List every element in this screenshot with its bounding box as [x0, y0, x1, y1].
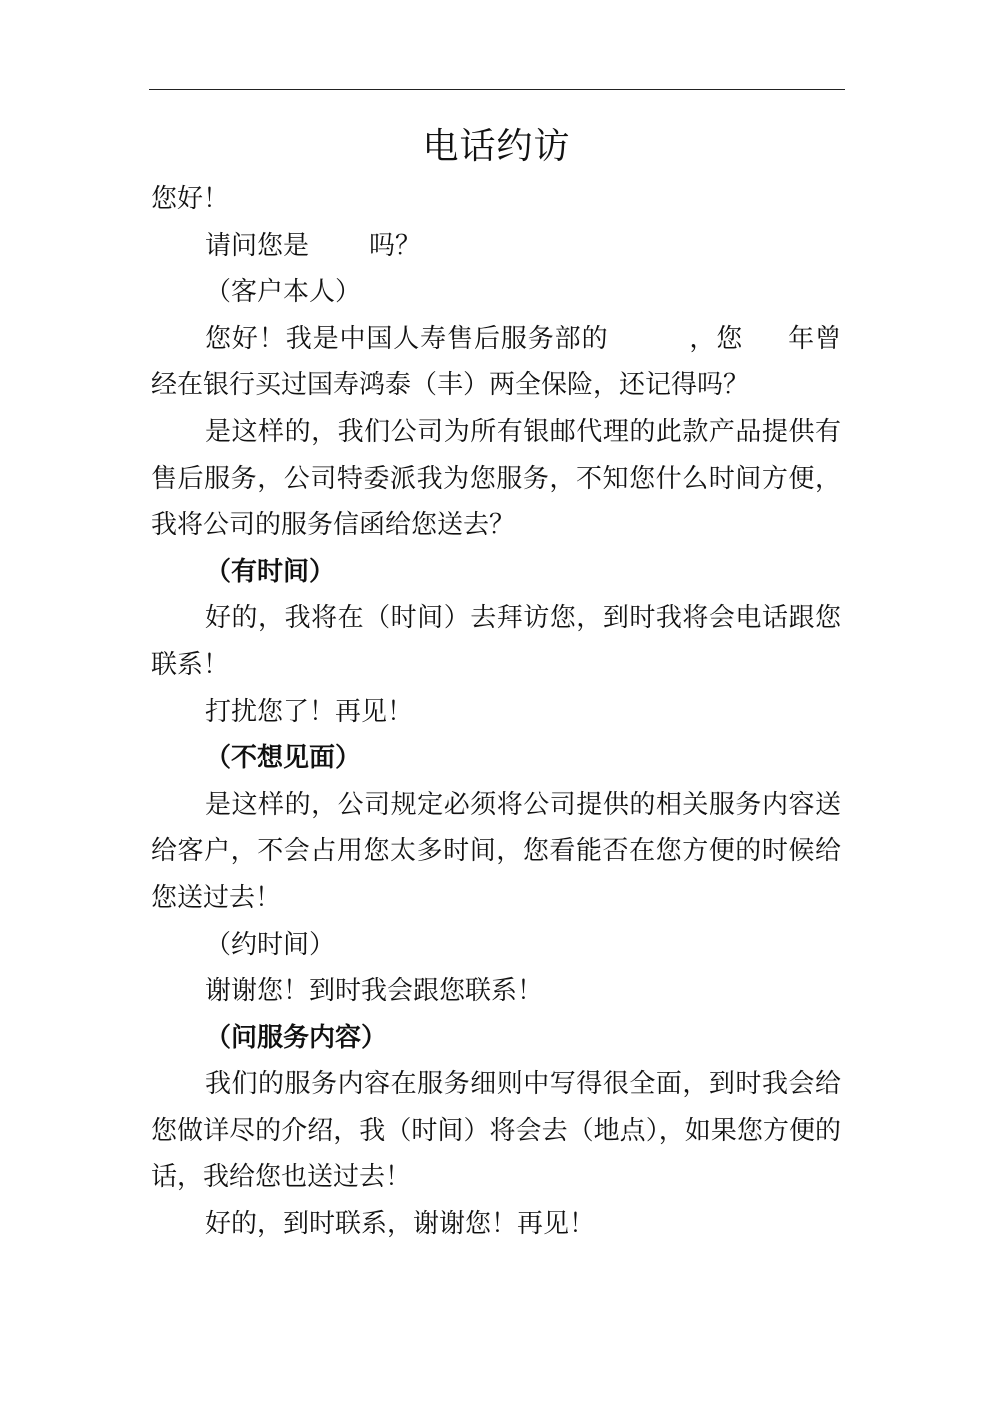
reply-book-time: 谢谢您！到时我会跟您联系！ — [205, 976, 544, 1007]
bye-line-1: 打扰您了！再见！ — [205, 696, 414, 727]
page-title: 电话约访 — [422, 126, 571, 167]
intro-paragraph — [151, 316, 841, 409]
intro-text: 您好！我是中国人寿售后服务部的 — [205, 323, 609, 354]
explain-paragraph: 是这样的，我们公司为所有银邮代理的此款产品提供有售后服务，公司特委派我为您服务，不知您什么时间方便，我将公司的服务信函给您送去？ — [151, 416, 841, 541]
case-no-meet: （不想见面） — [205, 743, 362, 774]
reply-no-meet: 是这样的，公司规定必须将公司提供的相关服务内容送给客户，不会占用您太多时间，您看能否在您方便的时候给您送过去！ — [151, 789, 841, 913]
intro-purchase: 年曾经在银行买过国寿鸿泰（丰）两全保险，还记得吗？ — [151, 323, 841, 401]
bye-line-2: 好的，到时联系，谢谢您！再见！ — [205, 1209, 596, 1240]
case-book-time: （约时间） — [205, 929, 336, 960]
greeting: 您好！ — [151, 184, 230, 214]
case-has-time: （有时间） — [205, 556, 336, 587]
ask-name-text: 请问您是 — [205, 230, 310, 261]
reply-ask-content: 我们的服务内容在服务细则中写得很全面，到时我会给您做详尽的介绍，我（时间）将会去（地点），如果您方便的话，我给您也送过去！ — [151, 1069, 841, 1193]
ask-name-suffix: 吗？ — [369, 230, 422, 261]
document-body — [151, 176, 841, 1248]
header-rule — [149, 89, 845, 90]
reply-has-time: 好的，我将在（时间）去拜访您，到时我将会电话跟您联系！ — [151, 603, 841, 680]
customer-self-note: （客户本人） — [205, 277, 362, 308]
ask-name-line — [151, 223, 841, 270]
case-ask-content: （问服务内容） — [205, 1022, 388, 1053]
intro-you: ，您 — [688, 323, 744, 354]
